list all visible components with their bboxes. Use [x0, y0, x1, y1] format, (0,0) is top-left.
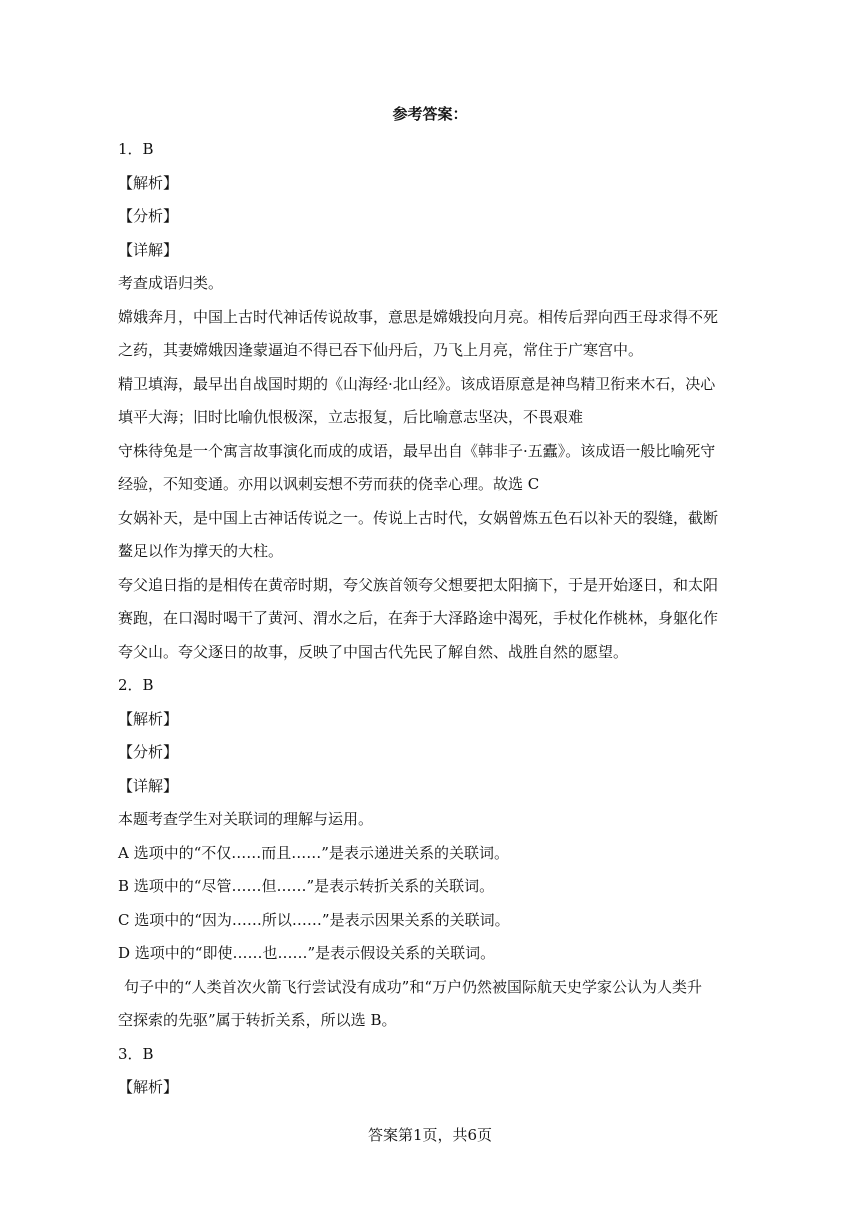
- text-line: 经验，不知变通。亦用以讽刺妄想不劳而获的侥幸心理。故选 C: [118, 475, 540, 493]
- section-label: 【解析】: [118, 1078, 179, 1096]
- text-line: 守株待兔是一个寓言故事演化而成的成语，最早出自《韩非子·五蠹》。该成语一般比喻死守: [118, 441, 716, 460]
- text-line: 夸父追日指的是相传在黄帝时期，夸父族首领夸父想要把太阳摘下，于是开始逐日，和太阳: [118, 575, 719, 594]
- text-line: 鳌足以作为撑天的大柱。: [118, 542, 284, 560]
- text-line: 本题考查学生对关联词的理解与运用。: [118, 810, 374, 828]
- text-line: 句子中的“人类首次火箭飞行尝试没有成功”和“万户仍然被国际航天史学家公认为人类升: [124, 977, 703, 996]
- text-line: C 选项中的“因为……所以……”是表示因果关系的关联词。: [118, 910, 510, 929]
- section-label: 【解析】: [118, 173, 179, 192]
- text-line: 赛跑，在口渴时喝干了黄河、渭水之后，在奔于大泽路途中渴死，手杖化作桃林，身躯化作: [118, 609, 719, 627]
- text-line: 填平大海；旧时比喻仇恨极深，立志报复，后比喻意志坚决，不畏艰难: [118, 408, 584, 426]
- text-line: 之药，其妻嫦娥因逢蒙逼迫不得已吞下仙丹后，乃飞上月亮，常住于广寒宫中。: [118, 341, 644, 359]
- text-line: 空探索的先驱”属于转折关系，所以选 B。: [118, 1011, 397, 1029]
- answer-number: 3．B: [118, 1044, 154, 1063]
- text-line: 女娲补天，是中国上古神话传说之一。传说上古时代，女娲曾炼五色石以补天的裂缝，截断: [118, 508, 719, 527]
- section-label: 【详解】: [118, 240, 179, 259]
- text-line: 考查成语归类。: [118, 274, 224, 292]
- text-line: 夸父山。夸父逐日的故事，反映了中国古代先民了解自然、战胜自然的愿望。: [118, 642, 629, 661]
- page-title: 参考答案：: [392, 105, 468, 123]
- answer-number: 2．B: [118, 676, 154, 694]
- section-label: 【分析】: [118, 207, 179, 225]
- text-line: 嫦娥奔月，中国上古时代神话传说故事，意思是嫦娥投向月亮。相传后羿向西王母求得不死: [118, 307, 719, 326]
- section-label: 【详解】: [118, 776, 179, 795]
- text-line: A 选项中的“不仅……而且……”是表示递进关系的关联词。: [118, 843, 509, 862]
- section-label: 【分析】: [118, 743, 179, 761]
- text-line: D 选项中的“即使……也……”是表示假设关系的关联词。: [118, 944, 496, 962]
- text-line: B 选项中的“尽管……但……”是表示转折关系的关联词。: [118, 877, 495, 895]
- answer-number: 1．B: [118, 140, 154, 158]
- page-footer: 答案第1页，共6页: [367, 1126, 493, 1144]
- section-label: 【解析】: [118, 709, 179, 728]
- text-line: 精卫填海，最早出自战国时期的《山海经·北山经》。该成语原意是神鸟精卫衔来木石，决心: [118, 374, 716, 393]
- answer-content: [118, 133, 738, 1105]
